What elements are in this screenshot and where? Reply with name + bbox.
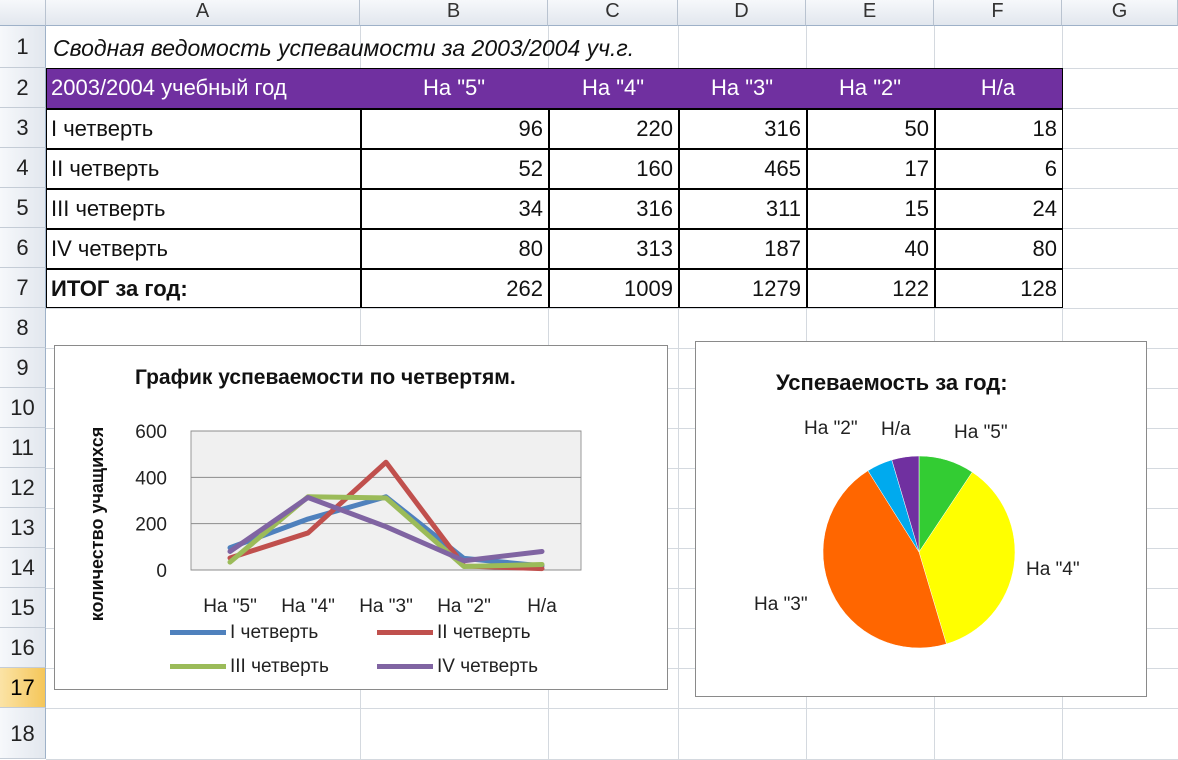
table-border-line: [934, 108, 936, 308]
x-tick-label: На "4": [281, 596, 335, 617]
table-border-line: [46, 148, 1063, 150]
cell-total-absent[interactable]: 128: [1020, 276, 1057, 301]
header-cell-absent[interactable]: Н/а: [934, 68, 1062, 108]
row-header-6[interactable]: 6: [0, 228, 46, 268]
x-tick-label: На "2": [437, 596, 491, 617]
row-header-2[interactable]: 2: [0, 68, 46, 108]
column-header-f[interactable]: F: [934, 0, 1062, 26]
table-border-line: [46, 228, 1063, 230]
cell-q4-grade2[interactable]: 40: [904, 236, 929, 261]
legend-item-q1: [170, 622, 318, 644]
cell-q1-grade2[interactable]: 50: [904, 116, 929, 141]
legend-label-q1: I четверть: [230, 622, 319, 643]
legend-swatch-q3: [170, 664, 226, 669]
pie-chart[interactable]: [695, 341, 1147, 697]
header-cell-grade-5[interactable]: На "5": [360, 68, 548, 108]
column-header-d[interactable]: D: [678, 0, 806, 26]
row-header-5[interactable]: 5: [0, 188, 46, 228]
cell-total-grade5[interactable]: 262: [506, 276, 543, 301]
row-header-18[interactable]: 18: [0, 708, 46, 759]
row-label-q2[interactable]: II четверть: [51, 156, 160, 181]
legend-label-q4: IV четверть: [437, 656, 538, 677]
y-tick-label: 0: [156, 561, 167, 582]
table-border-line: [806, 108, 808, 308]
row-header-8[interactable]: 8: [0, 308, 46, 348]
cell-q4-grade3[interactable]: 187: [764, 236, 801, 261]
y-tick-label: 600: [135, 422, 167, 443]
row-header-15[interactable]: 15: [0, 588, 46, 628]
row-label-q3[interactable]: III четверть: [51, 196, 166, 221]
row-header-9[interactable]: 9: [0, 348, 46, 388]
row-header-7[interactable]: 7: [0, 268, 46, 308]
line-chart[interactable]: [54, 345, 668, 690]
cell-q2-absent[interactable]: 6: [1044, 156, 1057, 181]
y-tick-label: 200: [135, 514, 167, 536]
sheet-title-cell[interactable]: Сводная ведомость успеваимости за 2003/2004 уч.г.: [53, 35, 635, 61]
row-header-12[interactable]: 12: [0, 468, 46, 508]
y-axis-label: количество учащихся: [87, 426, 107, 622]
x-tick-label: Н/а: [527, 596, 557, 617]
legend-label-q3: III четверть: [230, 656, 329, 677]
cell-q3-absent[interactable]: 24: [1032, 196, 1057, 221]
table-border-line: [46, 268, 1063, 270]
table-border-line: [46, 188, 1063, 190]
gridline: [46, 308, 1178, 309]
line-chart-title: График успеваемости по четвертям.: [135, 366, 516, 389]
header-cell-year[interactable]: 2003/2004 учебный год: [46, 68, 360, 108]
cell-total-grade2[interactable]: 122: [892, 276, 929, 301]
y-tick-label: 400: [135, 468, 167, 490]
table-border-line: [678, 108, 680, 308]
cell-q1-grade5[interactable]: 96: [518, 116, 543, 141]
row-header-1[interactable]: 1: [0, 26, 46, 68]
x-tick-label: На "5": [203, 596, 257, 617]
row-header-16[interactable]: 16: [0, 628, 46, 668]
cell-q3-grade4[interactable]: 316: [636, 196, 673, 221]
cell-q3-grade3[interactable]: 311: [765, 196, 801, 221]
row-header-13[interactable]: 13: [0, 508, 46, 548]
row-label-total[interactable]: ИТОГ за год:: [51, 276, 188, 301]
legend-item-q3: [170, 656, 329, 678]
header-cell-grade-2[interactable]: На "2": [806, 68, 934, 108]
row-label-q1[interactable]: I четверть: [51, 116, 154, 141]
pie-chart-plot: [696, 342, 1145, 695]
row-label-q4[interactable]: IV четверть: [51, 236, 168, 261]
cell-q2-grade4[interactable]: 160: [636, 156, 673, 181]
column-header-g[interactable]: G: [1062, 0, 1178, 26]
legend-swatch-q1: [170, 630, 226, 635]
header-cell-grade-3[interactable]: На "3": [678, 68, 806, 108]
pie-chart-title: Успеваемость за год:: [776, 370, 1008, 395]
cell-q4-absent[interactable]: 80: [1032, 236, 1057, 261]
cell-q4-grade4[interactable]: 313: [636, 236, 673, 261]
table-border-line: [548, 108, 550, 308]
pie-slice-label-3: На "3": [754, 594, 808, 615]
select-all-corner[interactable]: [0, 0, 46, 26]
row-header-11[interactable]: 11: [0, 428, 46, 468]
x-tick-label: На "3": [359, 596, 413, 617]
cell-q3-grade5[interactable]: 34: [518, 196, 543, 221]
legend-item-q4: [377, 656, 538, 678]
gridline: [46, 708, 1178, 709]
cell-q4-grade5[interactable]: 80: [518, 236, 543, 261]
cell-total-grade4[interactable]: 1009: [624, 276, 673, 301]
cell-q2-grade3[interactable]: 465: [764, 156, 801, 181]
legend-swatch-q2: [377, 630, 433, 635]
column-header-c[interactable]: C: [548, 0, 678, 26]
cell-q1-absent[interactable]: 18: [1032, 116, 1057, 141]
row-header-10[interactable]: 10: [0, 388, 46, 428]
row-header-17[interactable]: 17: [0, 668, 46, 708]
pie-slice-label-2: На "4": [1026, 559, 1080, 580]
cell-total-grade3[interactable]: 1279: [752, 276, 801, 301]
legend-swatch-q4: [377, 664, 433, 669]
pie-slice-label-1: На "5": [954, 422, 1008, 443]
row-header-3[interactable]: 3: [0, 108, 46, 148]
cell-q1-grade3[interactable]: 316: [764, 116, 801, 141]
legend-label-q2: II четверть: [437, 622, 531, 643]
row-header-4[interactable]: 4: [0, 148, 46, 188]
cell-q2-grade2[interactable]: 17: [904, 156, 929, 181]
table-border-line: [360, 108, 362, 308]
column-header-a[interactable]: A: [46, 0, 360, 26]
legend-item-q2: [377, 622, 531, 644]
header-cell-grade-4[interactable]: На "4": [548, 68, 678, 108]
table-border-line: [46, 108, 1063, 110]
pie-slice-label-4: На "2": [804, 418, 858, 439]
cell-q2-grade5[interactable]: 52: [518, 156, 543, 181]
cell-q3-grade2[interactable]: 15: [904, 196, 929, 221]
column-header-e[interactable]: E: [806, 0, 934, 26]
row-header-14[interactable]: 14: [0, 548, 46, 588]
cell-q1-grade4[interactable]: 220: [636, 116, 673, 141]
line-chart-plot: [55, 346, 666, 688]
column-header-b[interactable]: B: [360, 0, 548, 26]
pie-slice-label-5: Н/а: [881, 419, 911, 440]
